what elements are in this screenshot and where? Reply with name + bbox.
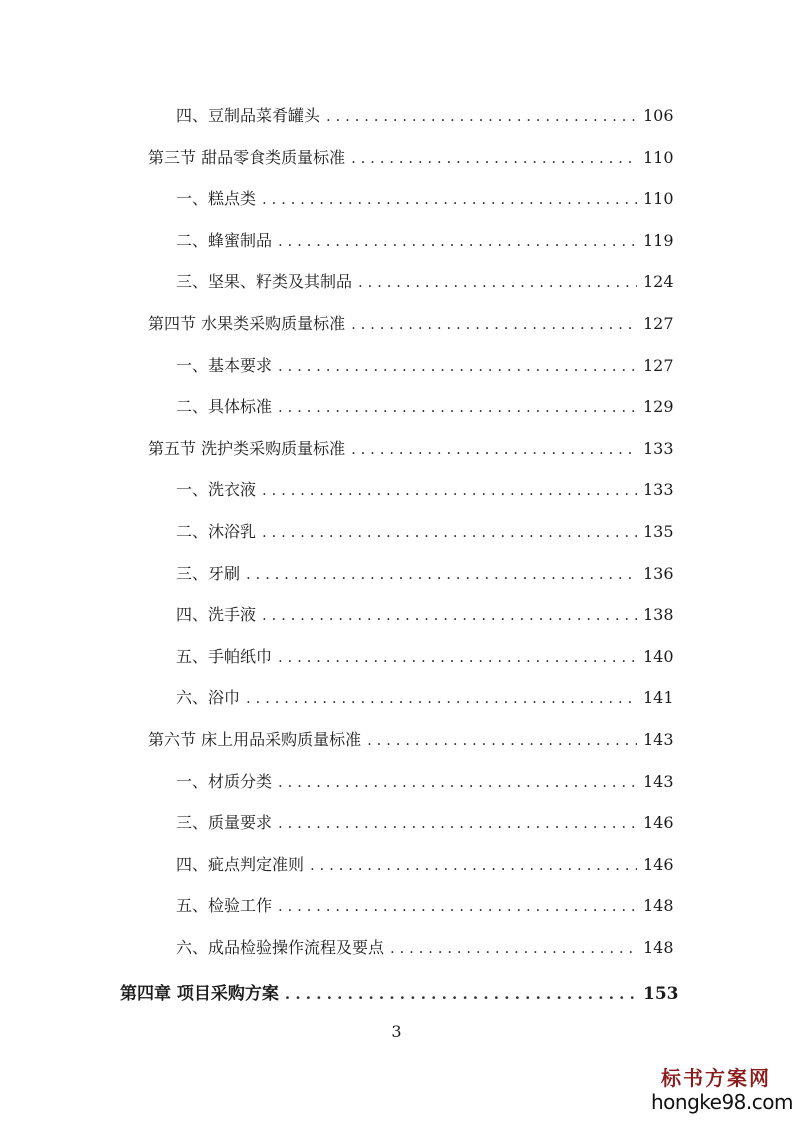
toc-entry-page: 133	[643, 480, 674, 500]
toc-entry-label: 五、检验工作	[176, 896, 273, 916]
toc-entry-label: 三、坚果、籽类及其制品	[176, 272, 353, 292]
toc-entry-page: 153	[643, 983, 679, 1004]
toc-entry-label: 第六节 床上用品采购质量标准	[148, 730, 362, 749]
toc-entry-page: 136	[643, 563, 674, 583]
toc-entry-label: 六、浴巾	[176, 688, 241, 708]
toc-entry-label: 三、牙刷	[176, 563, 241, 583]
page-number: 3	[391, 1022, 402, 1041]
toc-entry[interactable]	[176, 185, 673, 213]
toc-entry[interactable]	[176, 643, 673, 671]
toc-dot-leader	[310, 851, 637, 879]
toc-dot-leader	[351, 435, 637, 463]
toc-dot-leader	[285, 980, 637, 1008]
toc-entry-label: 第三节 甜品零食类质量标准	[148, 147, 346, 167]
toc-entry[interactable]	[176, 560, 673, 588]
toc-entry[interactable]	[176, 518, 673, 546]
toc-entry[interactable]	[148, 726, 673, 754]
toc-dot-leader	[278, 809, 637, 837]
toc-dot-leader	[278, 892, 637, 920]
toc-entry-page: 138	[643, 605, 674, 625]
toc-dot-leader	[351, 144, 637, 172]
toc-entry-label: 二、具体标准	[176, 397, 273, 417]
toc-dot-leader	[278, 768, 637, 796]
toc-entry-page: 124	[643, 272, 674, 292]
toc-entry-label: 四、洗手液	[176, 605, 257, 625]
toc-entry-label: 二、沐浴乳	[176, 522, 257, 541]
toc-entry[interactable]	[148, 144, 673, 172]
toc-entry[interactable]	[176, 476, 673, 504]
toc-entry[interactable]	[176, 102, 673, 130]
toc-entry-page: 133	[643, 438, 674, 458]
toc-entry-label: 五、手帕纸巾	[176, 646, 273, 666]
toc-entry[interactable]	[148, 435, 673, 463]
toc-entry[interactable]	[148, 310, 673, 338]
toc-entry-label: 一、糕点类	[176, 189, 257, 209]
toc-entry-label: 一、材质分类	[176, 771, 273, 791]
toc-entry[interactable]	[176, 393, 673, 421]
toc-entry[interactable]	[176, 809, 673, 837]
toc-entry[interactable]	[176, 768, 673, 796]
toc-entry-label: 四、豆制品菜肴罐头	[176, 106, 321, 125]
toc-dot-leader	[326, 102, 637, 130]
toc-entry-label: 六、成品检验操作流程及要点	[176, 938, 385, 957]
toc-entry-page: 141	[643, 688, 674, 708]
toc-entry[interactable]	[176, 268, 673, 296]
toc-entry-label: 第五节 洗护类采购质量标准	[148, 438, 346, 458]
toc-entry-label: 一、基本要求	[176, 355, 273, 375]
toc-dot-leader	[246, 684, 637, 712]
toc-entry-page: 129	[643, 397, 674, 417]
watermark-cn: 标书方案网	[661, 1066, 771, 1090]
toc-entry-label: 三、质量要求	[176, 813, 273, 833]
toc-entry[interactable]	[176, 352, 673, 380]
toc-entry-page: 127	[643, 355, 674, 375]
toc-dot-leader	[367, 726, 637, 754]
toc-entry-page: 140	[643, 646, 674, 666]
toc-entry-label: 第四节 水果类采购质量标准	[148, 314, 346, 333]
toc-dot-leader	[262, 518, 637, 546]
toc-dot-leader	[278, 227, 637, 255]
watermark-logo	[651, 1066, 793, 1114]
toc-entry[interactable]	[176, 851, 673, 879]
toc-dot-leader	[278, 643, 637, 671]
toc-entry[interactable]	[176, 934, 673, 962]
toc-entry-page: 148	[643, 896, 674, 916]
toc-entry-page: 143	[643, 771, 674, 791]
toc-entry-page: 143	[643, 730, 674, 749]
toc-entry[interactable]	[176, 684, 673, 712]
toc-entry-label: 一、洗衣液	[176, 480, 257, 500]
toc-entry-page: 106	[643, 106, 674, 125]
toc-entry[interactable]	[176, 227, 673, 255]
toc-dot-leader	[278, 393, 637, 421]
watermark-url: hongke98.com	[651, 1090, 793, 1114]
toc-dot-leader	[278, 352, 637, 380]
toc-entry-label: 二、蜂蜜制品	[176, 230, 273, 250]
toc-dot-leader	[262, 185, 637, 213]
toc-dot-leader	[262, 601, 637, 629]
toc-entry[interactable]	[176, 601, 673, 629]
toc-dot-leader	[246, 560, 637, 588]
toc-entry-label: 第四章 项目采购方案	[120, 983, 279, 1004]
toc-dot-leader	[358, 268, 637, 296]
toc-entry-page: 148	[643, 938, 674, 957]
toc-dot-leader	[262, 476, 637, 504]
toc-dot-leader	[351, 310, 637, 338]
toc-entry-page: 135	[643, 522, 674, 541]
toc-entry[interactable]	[176, 892, 673, 920]
toc-dot-leader	[390, 934, 637, 962]
toc-entry-label: 四、疵点判定准则	[176, 854, 305, 874]
toc-entry-page: 146	[643, 813, 674, 833]
toc-entry-page: 146	[643, 854, 674, 874]
toc-entry-page: 119	[643, 230, 674, 250]
toc-entry-page: 110	[643, 189, 674, 209]
toc-entry[interactable]	[120, 980, 679, 1008]
toc-entry-page: 127	[643, 314, 674, 333]
toc-entry-page: 110	[643, 147, 674, 167]
